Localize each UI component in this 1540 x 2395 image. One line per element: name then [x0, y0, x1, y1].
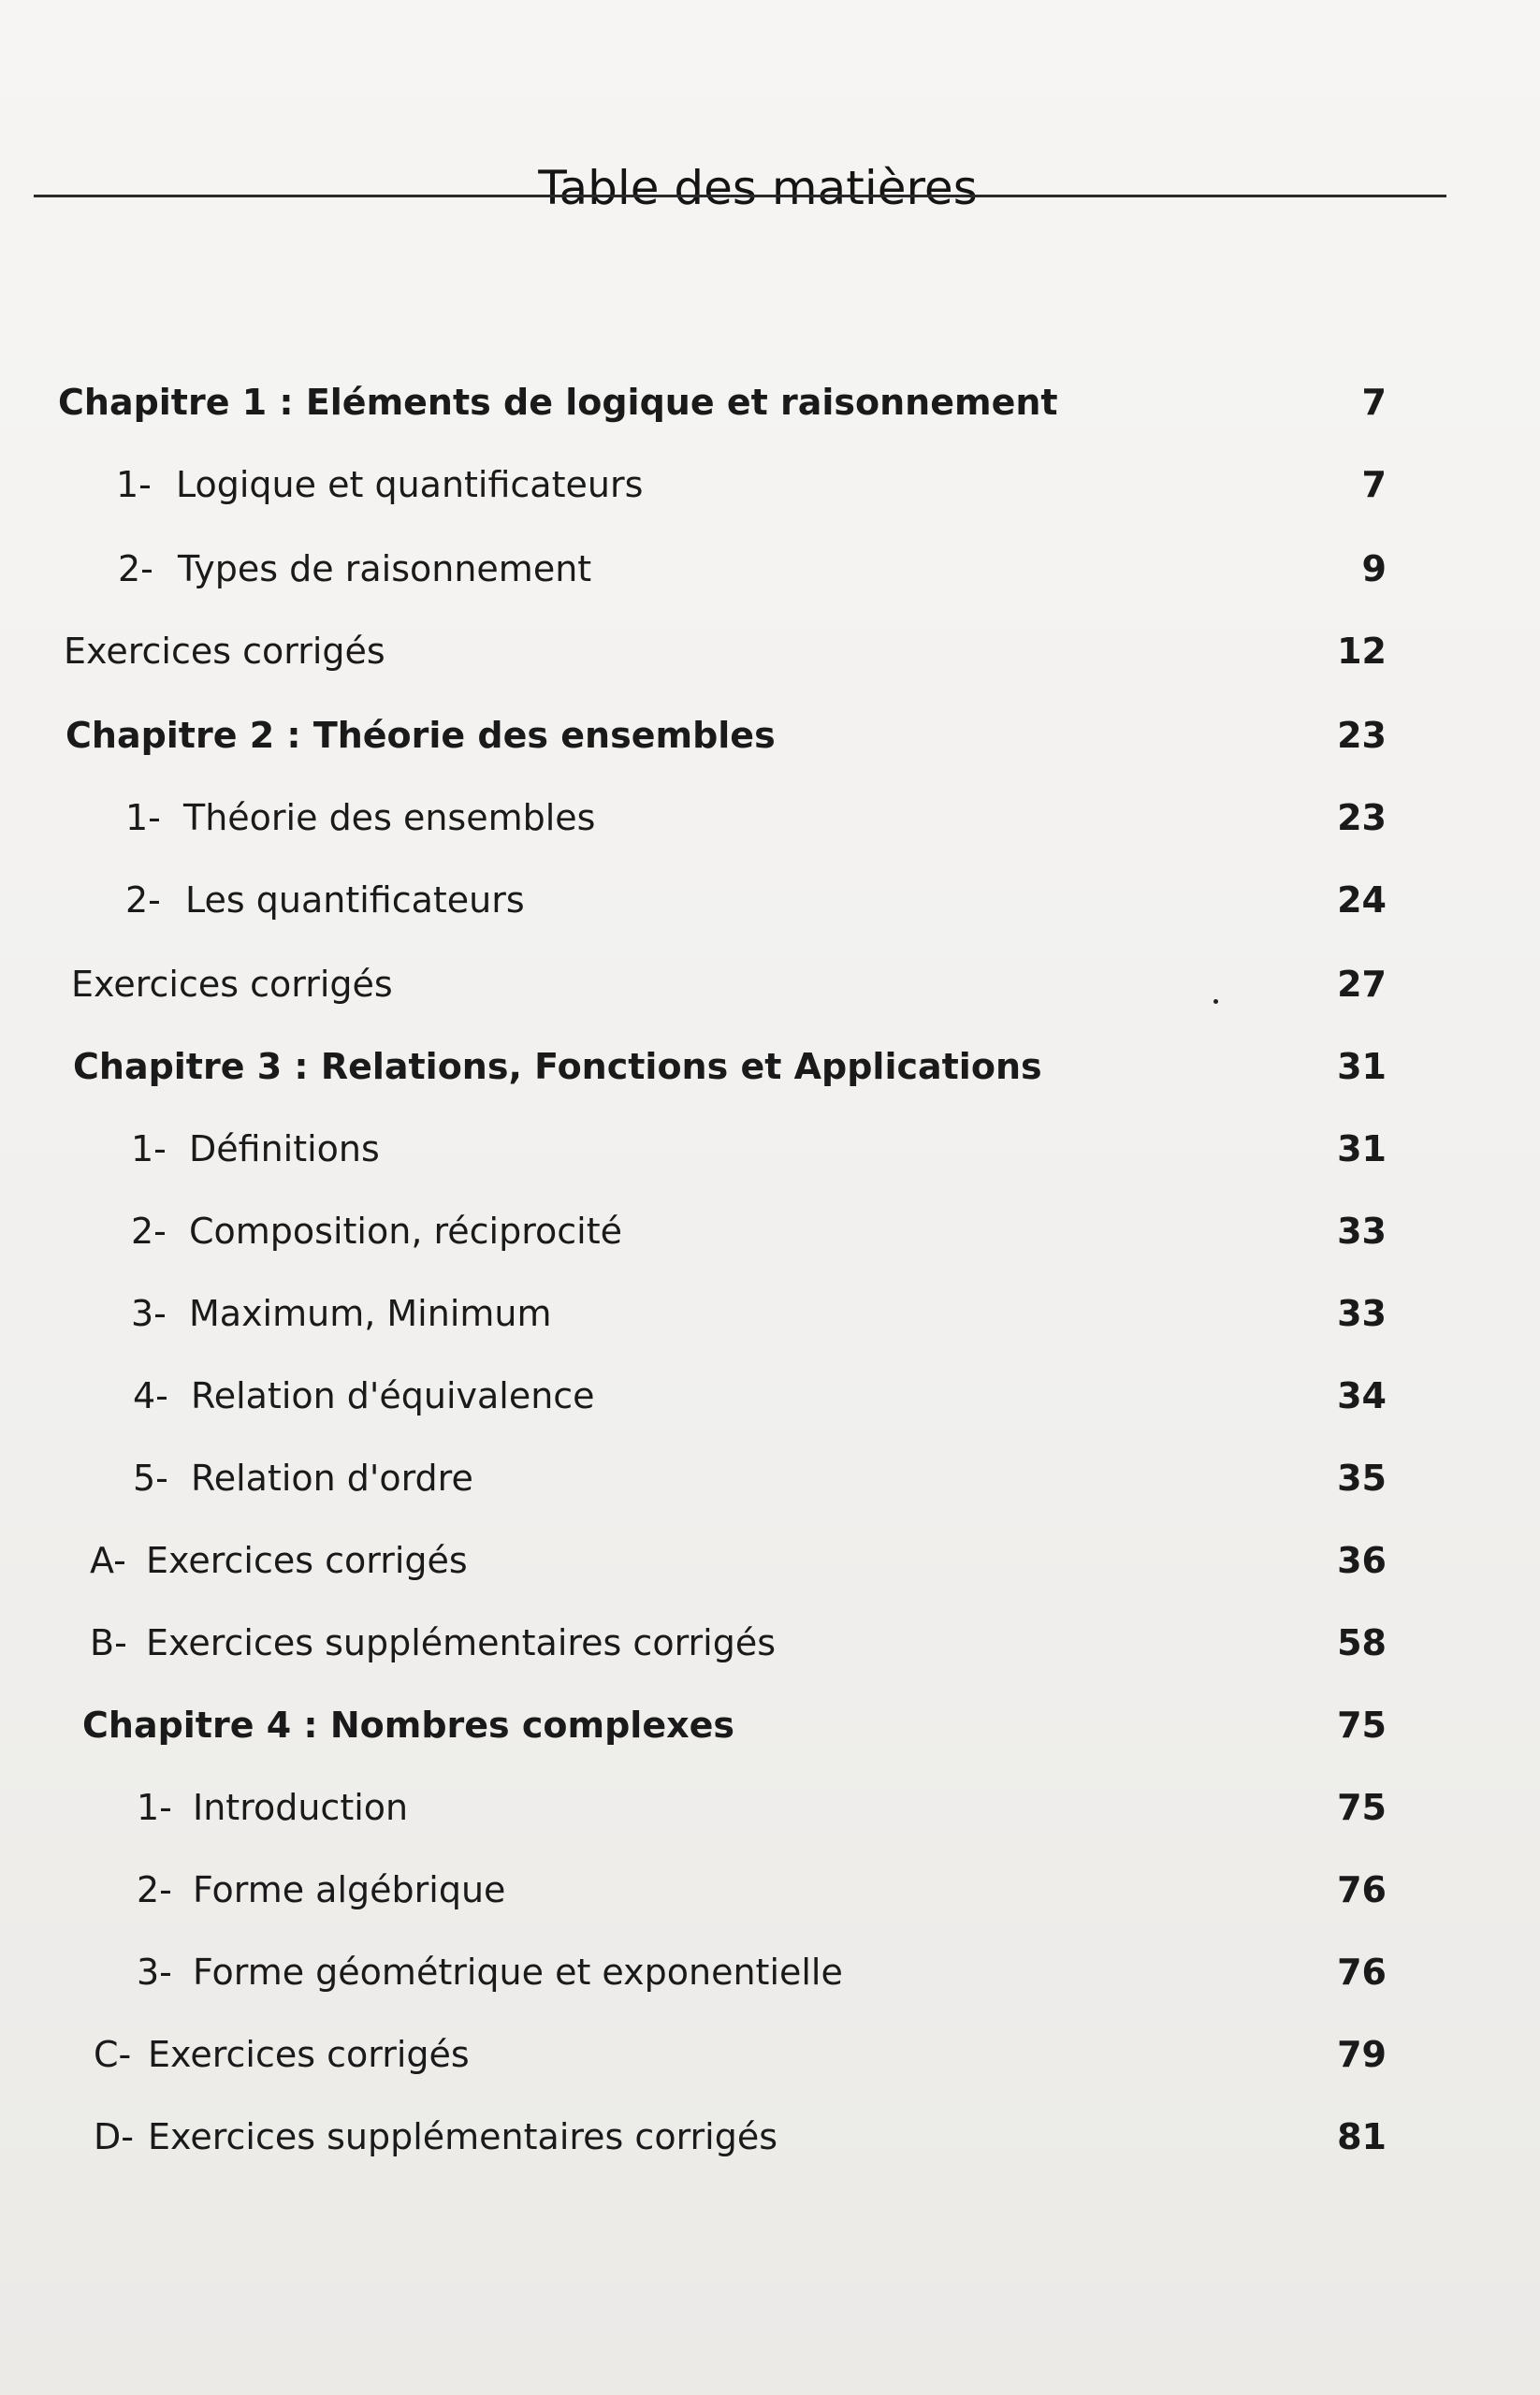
page-number: 31	[1337, 1128, 1387, 1169]
page-number: 23	[1337, 797, 1387, 838]
toc-chapter-1[interactable]	[0, 374, 1540, 430]
section-number: D-	[94, 2116, 134, 2157]
page-number: 7	[1361, 464, 1387, 505]
toc-exercises-1[interactable]	[0, 623, 1540, 679]
section-title: Logique et quantificateurs	[176, 464, 644, 505]
toc-section-4-3[interactable]	[0, 1944, 1540, 2000]
toc-section-1-1[interactable]	[0, 457, 1540, 513]
page-number: 33	[1337, 1293, 1387, 1334]
toc-exercises-3a[interactable]	[0, 1532, 1540, 1589]
section-number: C-	[94, 2034, 132, 2075]
page-number: 33	[1337, 1211, 1387, 1252]
page-number: 81	[1337, 2116, 1387, 2157]
section-number: 2-	[125, 879, 161, 921]
section-title: Maximum, Minimum	[189, 1293, 552, 1334]
section-number: 1-	[131, 1128, 167, 1169]
exercises-title: Exercices corrigés	[148, 2034, 470, 2075]
section-title: Introduction	[193, 1787, 409, 1828]
toc-section-1-2[interactable]	[0, 541, 1540, 597]
section-title: Relation d'ordre	[191, 1458, 473, 1499]
section-number: 1-	[116, 464, 152, 505]
toc-section-3-1[interactable]	[0, 1121, 1540, 1177]
section-title: Forme algébrique	[193, 1869, 506, 1910]
toc-chapter-3[interactable]	[0, 1038, 1540, 1095]
section-number: 5-	[133, 1458, 168, 1499]
page-title: Table des matières	[538, 160, 978, 215]
section-title: Composition, réciprocité	[189, 1211, 622, 1252]
print-speck	[1213, 999, 1218, 1004]
chapter-title: Chapitre 4 : Nombres complexes	[82, 1705, 735, 1746]
toc-exercises-3b[interactable]	[0, 1615, 1540, 1671]
toc-exercises-2[interactable]	[0, 956, 1540, 1012]
page-number: 75	[1337, 1705, 1387, 1746]
section-number: 3-	[137, 1952, 172, 1993]
exercises-title: Exercices corrigés	[64, 631, 385, 672]
page-number: 75	[1337, 1787, 1387, 1828]
toc-section-3-5[interactable]	[0, 1450, 1540, 1506]
toc-chapter-2[interactable]	[0, 707, 1540, 763]
page-number: 36	[1337, 1540, 1387, 1581]
page-number: 79	[1337, 2034, 1387, 2075]
section-number: 1-	[125, 797, 161, 838]
page-number: 76	[1337, 1952, 1387, 1993]
exercises-title: Exercices corrigés	[71, 964, 393, 1005]
section-number: B-	[90, 1622, 127, 1663]
toc-section-3-2[interactable]	[0, 1203, 1540, 1259]
chapter-title: Chapitre 2 : Théorie des ensembles	[65, 715, 776, 756]
page-number: 35	[1337, 1458, 1387, 1499]
page-number: 9	[1361, 548, 1387, 589]
page-number: 24	[1337, 879, 1387, 921]
page-number: 58	[1337, 1622, 1387, 1663]
section-title: Les quantificateurs	[185, 879, 525, 921]
toc-section-3-3[interactable]	[0, 1285, 1540, 1342]
page-number: 31	[1337, 1046, 1387, 1087]
section-title: Relation d'équivalence	[191, 1375, 595, 1416]
chapter-title: Chapitre 3 : Relations, Fonctions et Applications	[73, 1046, 1042, 1087]
toc-section-2-2[interactable]	[0, 872, 1540, 928]
title-rule	[34, 195, 1446, 197]
chapter-title: Chapitre 1 : Eléments de logique et raisonnement	[58, 382, 1058, 423]
section-title: Théorie des ensembles	[183, 797, 596, 838]
page-number: 12	[1337, 631, 1387, 672]
page-number: 23	[1337, 715, 1387, 756]
section-number: A-	[90, 1540, 126, 1581]
page-number: 76	[1337, 1869, 1387, 1910]
toc-section-4-1[interactable]	[0, 1779, 1540, 1836]
toc-exercises-4d[interactable]	[0, 2109, 1540, 2165]
page-number: 34	[1337, 1375, 1387, 1416]
section-number: 4-	[133, 1375, 168, 1416]
section-title: Définitions	[189, 1128, 380, 1169]
toc-exercises-4c[interactable]	[0, 2026, 1540, 2083]
section-number: 2-	[131, 1211, 167, 1252]
toc-section-3-4[interactable]	[0, 1368, 1540, 1424]
toc-section-2-1[interactable]	[0, 790, 1540, 846]
toc-chapter-4[interactable]	[0, 1697, 1540, 1753]
exercises-title: Exercices corrigés	[146, 1540, 468, 1581]
section-number: 3-	[131, 1293, 167, 1334]
section-number: 2-	[137, 1869, 172, 1910]
section-number: 2-	[118, 548, 153, 589]
section-title: Types de raisonnement	[178, 548, 592, 589]
section-title: Forme géométrique et exponentielle	[193, 1952, 843, 1993]
toc-section-4-2[interactable]	[0, 1862, 1540, 1918]
page-number: 27	[1337, 964, 1387, 1005]
page-number: 7	[1361, 382, 1387, 423]
section-number: 1-	[137, 1787, 172, 1828]
exercises-title: Exercices supplémentaires corrigés	[148, 2116, 777, 2157]
exercises-title: Exercices supplémentaires corrigés	[146, 1622, 776, 1663]
